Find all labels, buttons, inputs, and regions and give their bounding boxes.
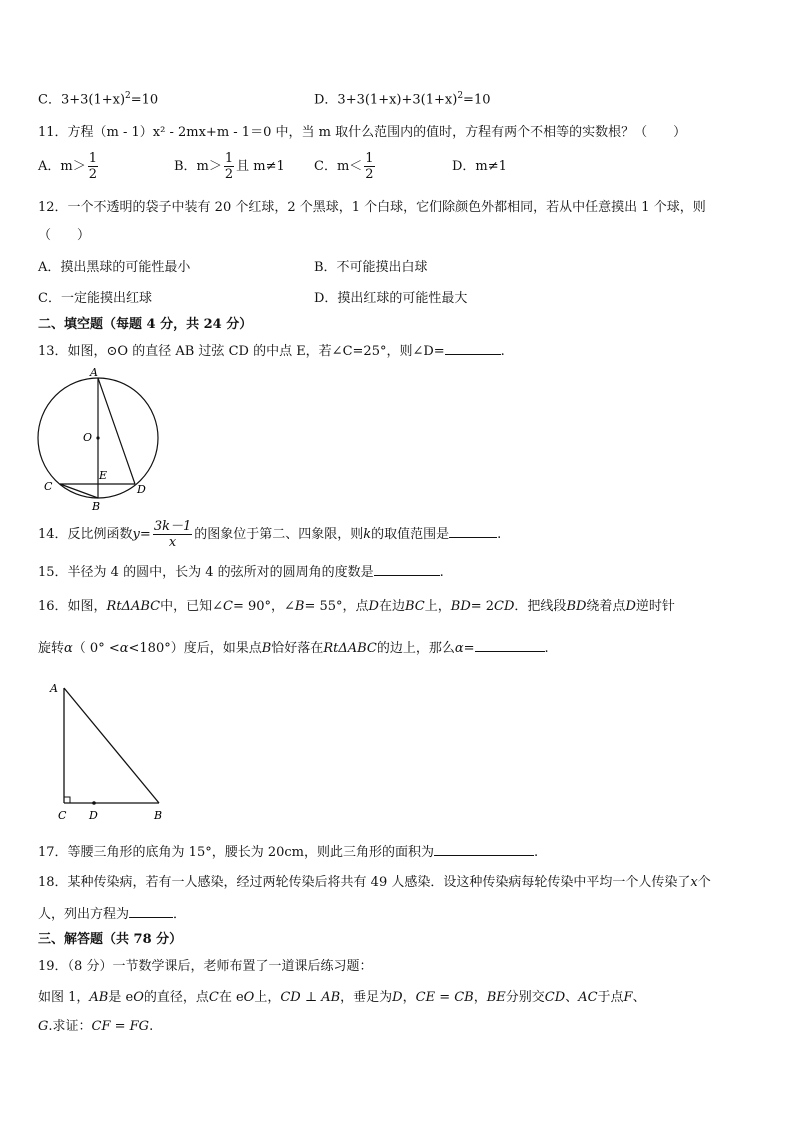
q13-circle-figure bbox=[28, 364, 168, 514]
q16-line1: 16．如图，RtΔABC中，已知∠C= 90°，∠B= 55°，点D在边BC上，BD= 2CD．把线段BD绕着点D逆时针 bbox=[38, 599, 675, 614]
section2-heading: 二、填空题（每题 4 分，共 24 分） bbox=[38, 317, 253, 332]
q12-stem: 12．一个不透明的袋子中装有 20 个红球，2 个黑球，1 个白球，它们除颜色外都相同，若从中任意摸出 1 个球，则 bbox=[38, 200, 706, 215]
q19-line2: 如图 1，AB是 eO的直径，点C在 eO上，CD ⊥ AB，垂足为D，CE = CB，BE分别交CD、AC于点F、 bbox=[38, 990, 646, 1005]
q10-d-text: D．3+3(1+x)+3(1+x) bbox=[314, 92, 458, 108]
side-ab bbox=[64, 688, 159, 803]
q14-answer-blank bbox=[449, 525, 497, 538]
q10-option-d bbox=[314, 87, 490, 109]
label-c: C bbox=[58, 809, 67, 822]
q10-c-tail: =10 bbox=[130, 92, 159, 108]
q15-answer-blank bbox=[374, 563, 440, 576]
q18-line2: 人，列出方程为 ． bbox=[38, 907, 187, 922]
q12-option-c: C．一定能摸出红球 bbox=[38, 291, 152, 306]
q10-c-exponent: 2 bbox=[125, 91, 131, 101]
q19-line1: 19．（8 分）一节数学课后，老师布置了一道课后练习题： bbox=[38, 959, 373, 974]
chord-cb bbox=[60, 484, 98, 498]
label-a: A bbox=[90, 366, 98, 379]
q11-option-c: C．m＜ $\frac{1}{2}$ bbox=[314, 151, 374, 182]
q16-answer-blank bbox=[475, 639, 545, 652]
q17-answer-blank bbox=[434, 843, 534, 856]
q11-c-fraction: $\frac{1}{2}$ bbox=[365, 151, 374, 182]
label-b: B bbox=[154, 809, 163, 822]
q14-text: 14．反比例函数y= $\frac{3k-1}{x}$ 的图象位于第二、四象限，则k的取值范围是 . bbox=[38, 519, 502, 550]
q16-triangle-figure bbox=[46, 682, 186, 822]
q13-answer-blank bbox=[445, 342, 501, 355]
q14-fraction: $\frac{3k-1}{x}$ bbox=[153, 519, 192, 550]
q18-line1: 18．某种传染病，若有一人感染，经过两轮传染后将共有 49 人感染．设这种传染病每轮传染中平均一个人传染了x个 bbox=[38, 875, 711, 890]
q10-d-exponent: 2 bbox=[457, 91, 464, 101]
q16-line2: 旋转α（ 0° <α<180°）度后，如果点B恰好落在RtΔABC的边上，那么α= . bbox=[38, 641, 549, 656]
point-d bbox=[92, 801, 96, 805]
q11-a-fraction: $\frac{1}{2}$ bbox=[88, 151, 97, 182]
label-c: C bbox=[44, 480, 53, 493]
q11-option-d: D．m≠1 bbox=[452, 159, 507, 174]
q12-option-d: D．摸出红球的可能性最大 bbox=[314, 291, 468, 306]
label-a: A bbox=[50, 682, 58, 695]
label-d: D bbox=[137, 483, 146, 496]
label-e: E bbox=[99, 469, 108, 482]
section3-heading: 三、解答题（共 78 分） bbox=[38, 932, 183, 947]
label-b: B bbox=[92, 500, 101, 513]
q17-text: 17．等腰三角形的底角为 15°，腰长为 20cm，则此三角形的面积为 . bbox=[38, 845, 539, 860]
q10-c-text: C．3+3(1+x) bbox=[38, 92, 126, 108]
q10-option-c bbox=[38, 87, 158, 109]
center-point bbox=[96, 436, 99, 439]
q18-answer-blank bbox=[129, 905, 173, 918]
q11-option-a: A．m＞ $\frac{1}{2}$ bbox=[38, 151, 97, 182]
label-d: D bbox=[89, 809, 98, 822]
q12-paren: （ ） bbox=[38, 228, 91, 243]
q15-text: 15．半径为 4 的圆中，长为 4 的弦所对的圆周角的度数是 . bbox=[38, 565, 444, 580]
q12-option-b: B．不可能摸出白球 bbox=[314, 260, 428, 275]
q11-b-fraction: $\frac{1}{2}$ bbox=[224, 151, 234, 182]
q11-options bbox=[38, 150, 507, 184]
q11-stem: 11．方程（m - 1）x² - 2mx+m - 1＝0 中，当 m 取什么范围内的值时，方程有两个不相等的实数根？（ ） bbox=[38, 125, 687, 140]
right-angle-mark bbox=[64, 797, 70, 803]
q10-d-tail: =10 bbox=[463, 92, 491, 108]
label-o: O bbox=[83, 431, 93, 444]
q19-line3: G.求证：CF = FG. bbox=[38, 1019, 154, 1034]
q13-text: 13．如图，⊙O 的直径 AB 过弦 CD 的中点 E，若∠C=25°，则∠D= . bbox=[38, 344, 505, 359]
q11-option-b: B．m＞ $\frac{1}{2}$ 且 m≠1 bbox=[174, 151, 285, 182]
q12-option-a: A．摸出黑球的可能性最小 bbox=[38, 260, 191, 275]
